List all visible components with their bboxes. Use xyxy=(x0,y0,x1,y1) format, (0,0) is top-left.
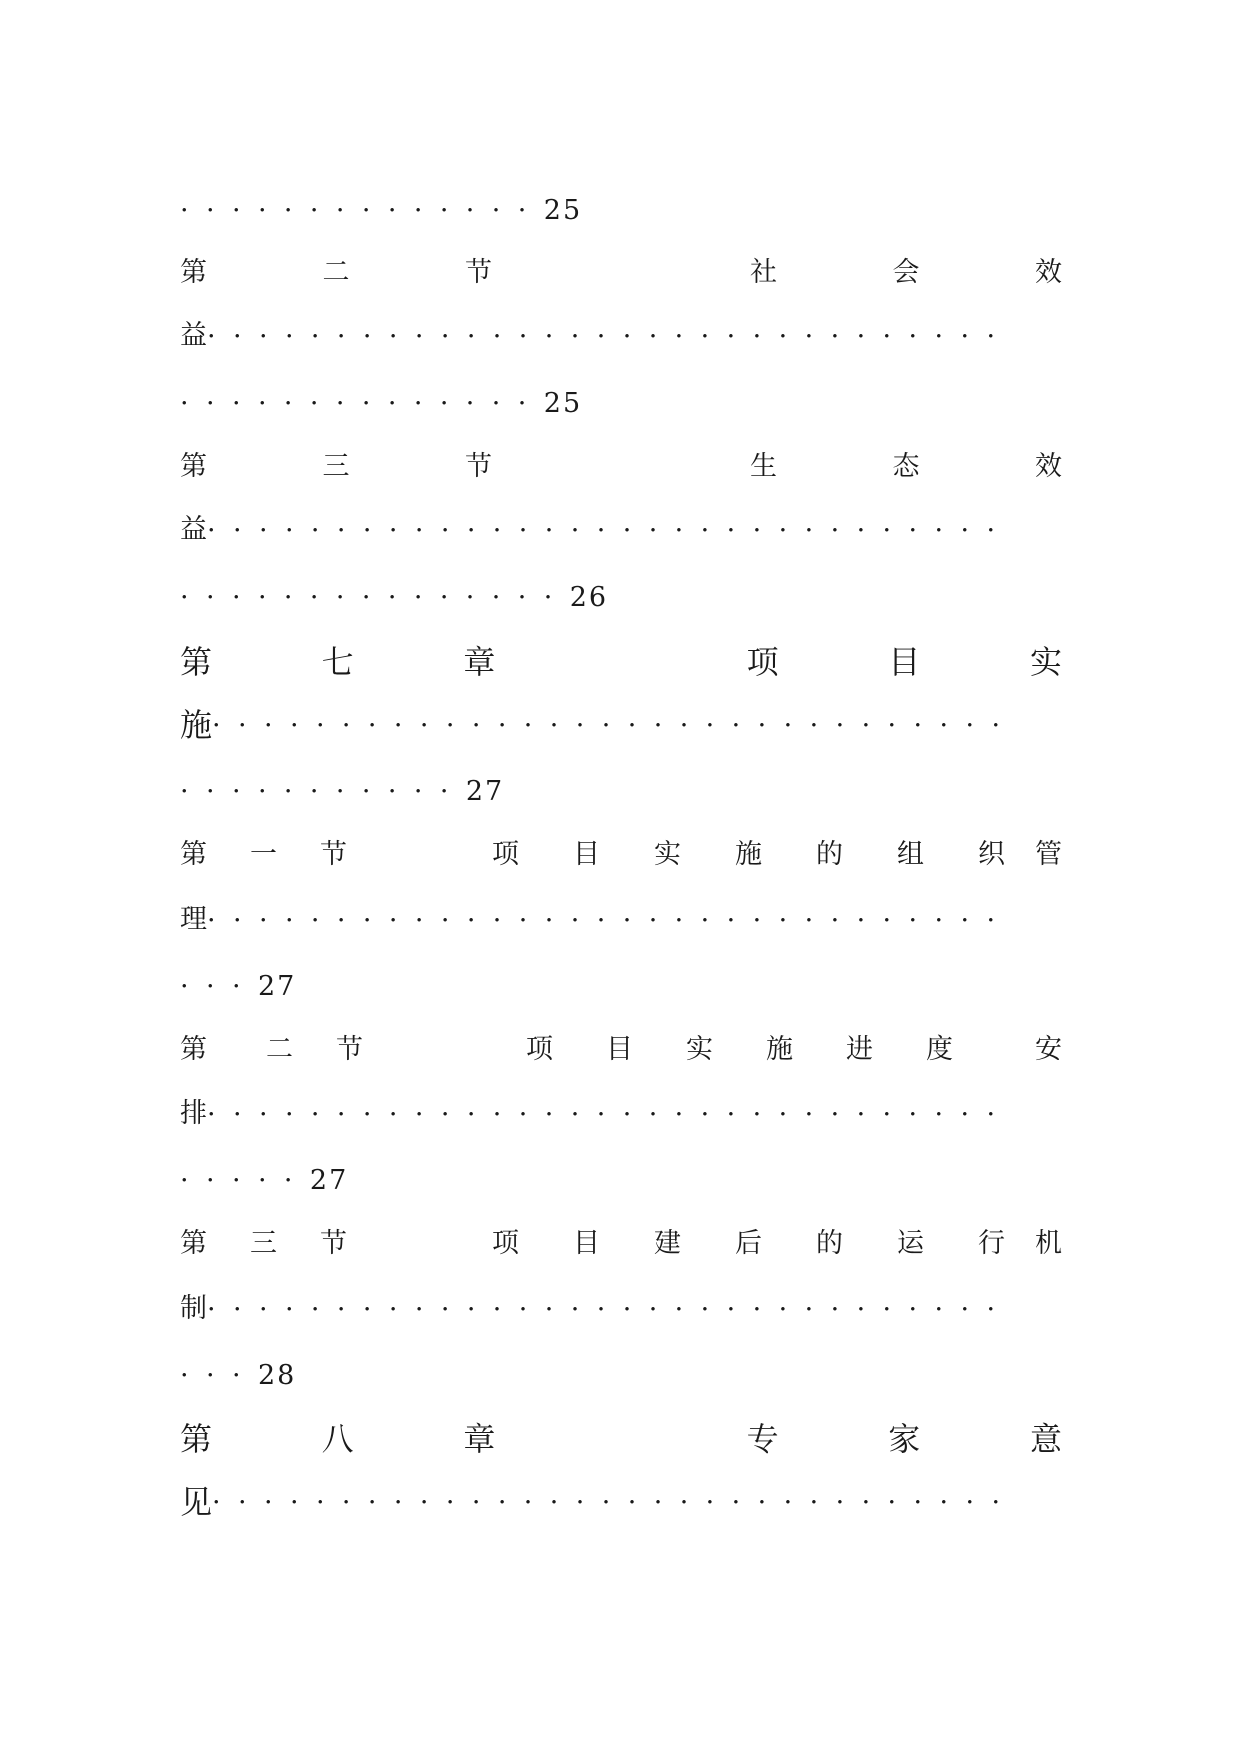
leader-dots: ··· xyxy=(180,1359,258,1391)
leader-dots: ······························· xyxy=(207,1098,1013,1130)
toc-char: 益 xyxy=(180,320,207,351)
toc-char: 机 xyxy=(1035,1228,1062,1259)
leader-dots: ·············· xyxy=(180,194,544,226)
toc-char: 度 xyxy=(926,1034,953,1065)
toc-char: 八 xyxy=(321,1420,354,1458)
toc-char: 组 xyxy=(897,839,924,870)
toc-char: 三 xyxy=(322,451,350,482)
leader-dots: ······························· xyxy=(207,320,1013,352)
toc-char: 项 xyxy=(492,839,519,870)
toc-char: 见 xyxy=(180,1483,213,1521)
leader-dots: ······························· xyxy=(207,1293,1013,1325)
toc-char: 第 xyxy=(180,839,207,870)
toc-char: 实 xyxy=(654,839,681,870)
toc-entry-continuation xyxy=(180,383,1062,423)
toc-char: 家 xyxy=(888,1420,921,1458)
toc-entry-leader xyxy=(180,1482,1062,1522)
toc-char: 目 xyxy=(888,643,921,681)
toc-char: 施 xyxy=(180,706,213,744)
page-number: 28 xyxy=(257,1359,297,1391)
toc-char: 制 xyxy=(180,1293,207,1324)
leader-dots: ······························· xyxy=(207,514,1013,546)
toc-chapter-heading xyxy=(180,1419,1062,1459)
toc-entry-heading xyxy=(180,835,1062,875)
toc-char: 节 xyxy=(320,839,347,870)
toc-char: 第 xyxy=(180,257,207,288)
toc-entry-heading xyxy=(180,447,1062,487)
toc-char: 第 xyxy=(180,1228,207,1259)
toc-entry-leader xyxy=(180,316,1062,356)
toc-char: 运 xyxy=(897,1228,924,1259)
leader-dots: ··········· xyxy=(180,775,466,807)
toc-char: 第 xyxy=(180,451,207,482)
toc-char: 的 xyxy=(816,1228,843,1259)
toc-entry-leader xyxy=(180,1094,1062,1134)
toc-char: 三 xyxy=(250,1228,277,1259)
page-number: 25 xyxy=(543,194,583,226)
toc-entry-continuation xyxy=(180,966,1062,1006)
toc-char: 行 xyxy=(978,1228,1005,1259)
toc-char: 生 xyxy=(750,451,777,482)
toc-char: 第 xyxy=(180,1034,207,1065)
toc-entry-leader xyxy=(180,510,1062,550)
toc-entry-heading xyxy=(180,1030,1062,1070)
toc-char: 施 xyxy=(735,839,762,870)
page-number: 27 xyxy=(257,970,297,1002)
toc-entry-continuation xyxy=(180,190,1062,230)
toc-char: 目 xyxy=(573,839,600,870)
toc-char: 一 xyxy=(250,839,277,870)
leader-dots: ····· xyxy=(180,1164,310,1196)
leader-dots: ······························· xyxy=(207,904,1013,936)
page-number: 26 xyxy=(569,581,609,613)
toc-char: 第 xyxy=(180,1420,213,1458)
toc-char: 项 xyxy=(746,643,779,681)
toc-entry-continuation xyxy=(180,1160,1062,1200)
toc-entry-continuation xyxy=(180,771,1062,811)
toc-entry-continuation xyxy=(180,1355,1062,1395)
toc-char: 目 xyxy=(606,1034,633,1065)
toc-char: 安 xyxy=(1035,1034,1062,1065)
toc-char: 会 xyxy=(892,257,920,288)
toc-entry-continuation xyxy=(180,577,1062,617)
toc-char: 施 xyxy=(766,1034,793,1065)
toc-char: 节 xyxy=(465,451,492,482)
toc-char: 节 xyxy=(465,257,492,288)
toc-char: 管 xyxy=(1035,839,1062,870)
toc-entry-leader xyxy=(180,1289,1062,1329)
leader-dots: ··· xyxy=(180,970,258,1002)
toc-char: 理 xyxy=(180,904,207,935)
page-number: 27 xyxy=(465,775,505,807)
toc-chapter-heading xyxy=(180,642,1062,682)
toc-char: 节 xyxy=(320,1228,347,1259)
page-number: 25 xyxy=(543,387,583,419)
toc-char: 实 xyxy=(1029,643,1062,681)
toc-char: 进 xyxy=(846,1034,873,1065)
toc-char: 社 xyxy=(750,257,777,288)
toc-char: 织 xyxy=(978,839,1005,870)
page-number: 27 xyxy=(309,1164,349,1196)
toc-char: 第 xyxy=(180,643,213,681)
toc-entry-leader xyxy=(180,705,1062,745)
toc-char: 益 xyxy=(180,514,207,545)
toc-entry-heading xyxy=(180,1224,1062,1264)
toc-char: 专 xyxy=(746,1420,779,1458)
leader-dots: ······························· xyxy=(212,1486,1018,1518)
toc-char: 七 xyxy=(321,643,354,681)
toc-char: 实 xyxy=(686,1034,713,1065)
toc-char: 后 xyxy=(735,1228,762,1259)
toc-entry-leader xyxy=(180,900,1062,940)
toc-char: 章 xyxy=(463,643,496,681)
toc-char: 目 xyxy=(573,1228,600,1259)
toc-char: 节 xyxy=(336,1034,363,1065)
toc-char: 章 xyxy=(463,1420,496,1458)
toc-char: 建 xyxy=(654,1228,681,1259)
toc-char: 项 xyxy=(526,1034,553,1065)
toc-char: 排 xyxy=(180,1098,207,1129)
leader-dots: ·············· xyxy=(180,387,544,419)
leader-dots: ······························· xyxy=(212,709,1018,741)
toc-char: 意 xyxy=(1029,1420,1062,1458)
toc-char: 二 xyxy=(322,257,350,288)
toc-char: 项 xyxy=(492,1228,519,1259)
toc-char: 态 xyxy=(892,451,920,482)
toc-char: 的 xyxy=(816,839,843,870)
leader-dots: ··············· xyxy=(180,581,570,613)
toc-char: 二 xyxy=(266,1034,293,1065)
toc-char: 效 xyxy=(1035,451,1062,482)
toc-char: 效 xyxy=(1035,257,1062,288)
toc-entry-heading xyxy=(180,253,1062,293)
